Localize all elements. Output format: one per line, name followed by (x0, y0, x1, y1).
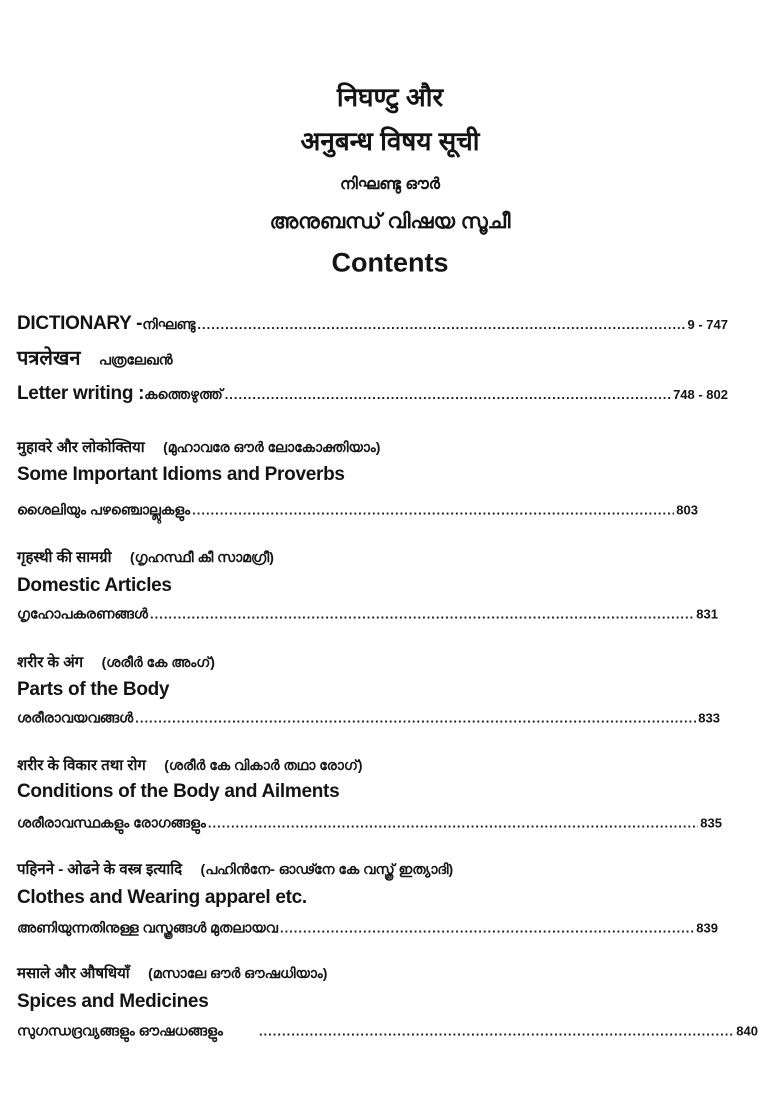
english-heading: Parts of the Body (17, 679, 170, 700)
letter-heading (17, 344, 173, 371)
entry-malayalam: നിഘണ്ടു (142, 316, 196, 332)
toc-entry[interactable] (17, 920, 718, 937)
entry-malayalam: ഗൃഹോപകരണങ്ങൾ (17, 605, 148, 622)
malayalam-transliteration: (മുഹാവരേ ഔർ ലോകോക്തിയാം) (163, 439, 381, 455)
english-heading: Spices and Medicines (17, 991, 209, 1012)
page-number: 833 (698, 710, 720, 726)
section-heading (17, 859, 453, 879)
dot-leader (259, 1024, 734, 1039)
toc-entry-letter-writing[interactable] (17, 383, 728, 405)
entry-malayalam: അണിയുന്നതിനുള്ള വസ്ത്രങ്ങൾ മുതലായവ (17, 919, 278, 936)
hindi-title-line1: निघण्टु और (336, 82, 444, 112)
entry-malayalam: ശരീരാവയവങ്ങൾ (17, 709, 134, 726)
toc-entry[interactable] (17, 815, 722, 832)
malayalam-transliteration: (പഹിൻനേ- ഓഢ്നേ കേ വസ്ത്ര് ഇത്യാദി) (200, 861, 454, 877)
page-number: 839 (696, 920, 718, 936)
hindi-heading: शरीर के अंग (17, 654, 84, 671)
english-heading: Conditions of the Body and Ailments (17, 781, 340, 802)
malayalam-transliteration: (ശരീർ കേ വികാർ തഥാ രോഗ്) (164, 757, 363, 773)
malayalam-transliteration: (ഗൃഹസ്ഥീ കീ സാമഗ്രീ) (129, 549, 274, 565)
dot-leader (150, 607, 694, 622)
section-heading (17, 437, 380, 457)
dot-leader (208, 816, 698, 831)
entry-label: DICTIONARY - (17, 313, 143, 334)
page-range: 9 - 747 (687, 317, 728, 332)
malayalam-title-line2: അനുബന്ധ് വിഷയ സൂചീ (269, 210, 511, 233)
malayalam-title-line1: നിഘണ്ടു ഔർ (340, 176, 440, 193)
entry-malayalam: കത്തെഴുത്ത് (144, 386, 223, 402)
entry-malayalam: ശരീരാവസ്ഥകളും രോഗങ്ങളും (17, 814, 206, 831)
page-number: 831 (696, 606, 718, 622)
hindi-heading: पत्रलेखन (17, 347, 81, 370)
section-heading (17, 963, 327, 983)
english-heading: Clothes and Wearing apparel etc. (17, 887, 307, 908)
entry-malayalam: സുഗന്ധദ്രവ്യങ്ങളും ഔഷധങ്ങളും (17, 1022, 223, 1039)
toc-entry[interactable] (17, 502, 698, 519)
page-number: 803 (676, 502, 698, 518)
hindi-heading: पहिनने - ओढने के वस्त्र इत्यादि (17, 861, 183, 878)
hindi-heading: मुहावरे और लोकोक्तिया (17, 439, 145, 456)
page-number: 835 (700, 815, 722, 831)
toc-entry[interactable] (17, 710, 720, 727)
page-range: 748 - 802 (673, 387, 728, 402)
entry-malayalam: ശൈലിയും പഴഞ്ചൊല്ലുകളും (17, 501, 191, 518)
malayalam-transliteration: (മസാലേ ഔർ ഔഷധിയാം) (148, 965, 328, 981)
malayalam-heading: പത്രലേഖൻ (98, 351, 173, 368)
toc-entry[interactable] (17, 1023, 758, 1040)
hindi-heading: शरीर के विकार तथा रोग (17, 757, 146, 774)
entry-label: Letter writing : (17, 383, 145, 404)
hindi-heading: मसाले और औषधियाँ (17, 965, 130, 982)
toc-entry[interactable] (17, 606, 718, 623)
page-title: Contents (331, 247, 449, 278)
hindi-heading: गृहस्थी की सामग्री (17, 549, 112, 566)
section-heading (17, 755, 363, 775)
section-heading (17, 547, 274, 567)
dot-leader (225, 387, 671, 402)
toc-entry-dictionary[interactable] (17, 313, 728, 335)
english-heading: Domestic Articles (17, 575, 172, 596)
malayalam-transliteration: (ശരീർ കേ അംഗ്) (101, 654, 215, 670)
page-number: 840 (736, 1023, 758, 1039)
dot-leader (280, 921, 694, 936)
dot-leader (135, 711, 696, 726)
dot-leader (197, 317, 685, 332)
hindi-title-line2: अनुबन्ध विषय सूची (300, 126, 480, 156)
section-heading (17, 652, 215, 672)
dot-leader (192, 503, 674, 518)
english-heading: Some Important Idioms and Proverbs (17, 464, 345, 485)
